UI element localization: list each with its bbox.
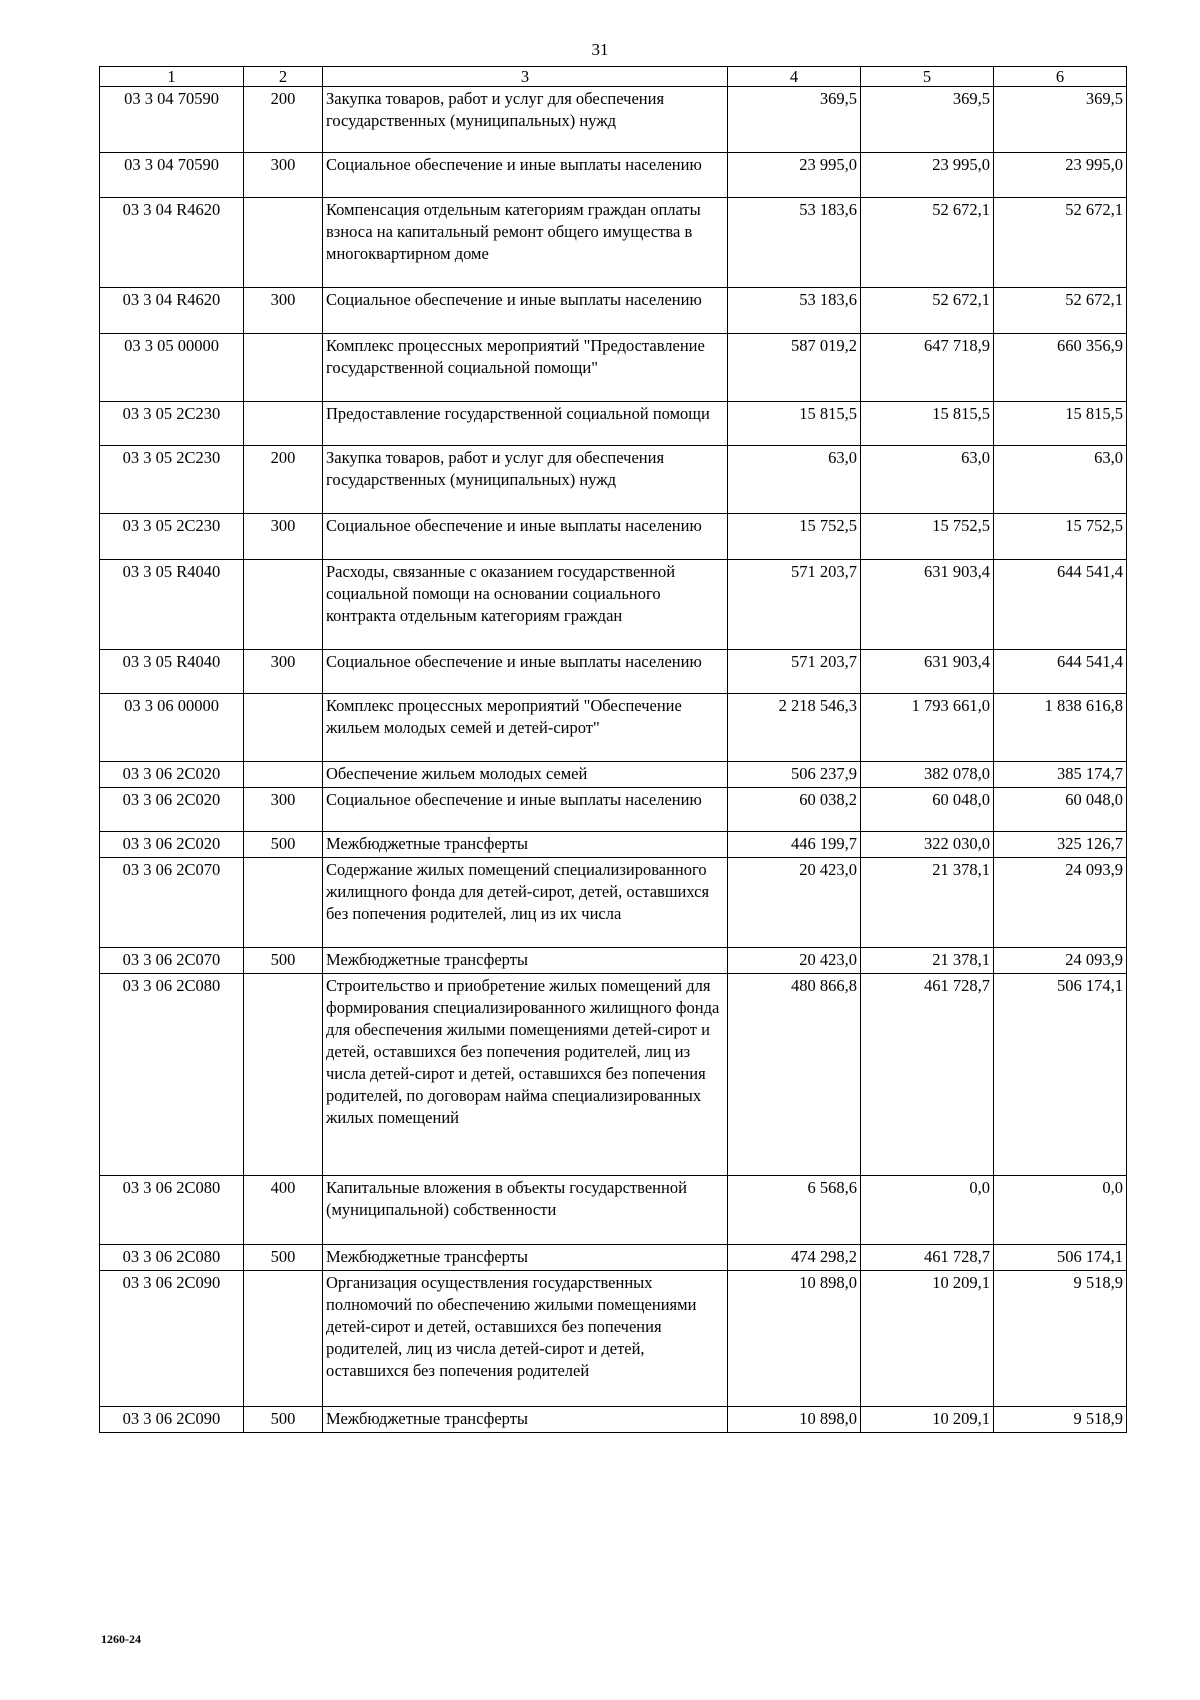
cell-value-col5: 631 903,4 [861, 650, 994, 694]
table-row [100, 1271, 1127, 1407]
cell-value-col5: 1 793 661,0 [861, 694, 994, 762]
cell-expense-type [244, 198, 323, 288]
cell-expense-type [244, 1271, 323, 1407]
cell-name: Содержание жилых помещений специализированного жилищного фонда для детей-сирот, детей, оставшихся без попечения родителей, лиц из их числа [323, 858, 728, 948]
cell-expense-type: 500 [244, 1245, 323, 1271]
cell-name: Строительство и приобретение жилых помещений для формирования специализированного жилищного фонда для обеспечения жилыми помещениями детей-сирот и детей, оставшихся без попечения родителей, лиц из числа детей-сирот и детей, оставшихся без попечения родителей, по договорам найма специализированных жилых помещений [323, 974, 728, 1176]
header-col-2: 2 [244, 67, 323, 87]
table-row [100, 334, 1127, 402]
cell-value-col6: 23 995,0 [994, 153, 1127, 198]
cell-expense-type [244, 858, 323, 948]
cell-value-col5: 322 030,0 [861, 832, 994, 858]
cell-value-col6: 24 093,9 [994, 948, 1127, 974]
cell-value-col4: 10 898,0 [728, 1407, 861, 1433]
cell-code: 03 3 06 2C080 [100, 1176, 244, 1245]
cell-code: 03 3 06 00000 [100, 694, 244, 762]
cell-value-col4: 60 038,2 [728, 788, 861, 832]
cell-value-col4: 23 995,0 [728, 153, 861, 198]
table-row [100, 198, 1127, 288]
cell-name: Комплекс процессных мероприятий "Предоставление государственной социальной помощи" [323, 334, 728, 402]
cell-name: Капитальные вложения в объекты государственной (муниципальной) собственности [323, 1176, 728, 1245]
cell-code: 03 3 04 R4620 [100, 288, 244, 334]
cell-code: 03 3 04 70590 [100, 87, 244, 153]
cell-value-col6: 9 518,9 [994, 1407, 1127, 1433]
cell-value-col5: 631 903,4 [861, 560, 994, 650]
cell-value-col6: 0,0 [994, 1176, 1127, 1245]
table-row [100, 858, 1127, 948]
cell-code: 03 3 04 70590 [100, 153, 244, 198]
cell-value-col4: 506 237,9 [728, 762, 861, 788]
cell-name: Социальное обеспечение и иные выплаты населению [323, 288, 728, 334]
cell-name: Межбюджетные трансферты [323, 948, 728, 974]
cell-expense-type: 300 [244, 788, 323, 832]
cell-value-col6: 15 815,5 [994, 402, 1127, 446]
cell-value-col6: 385 174,7 [994, 762, 1127, 788]
cell-name: Межбюджетные трансферты [323, 1407, 728, 1433]
cell-name: Социальное обеспечение и иные выплаты населению [323, 153, 728, 198]
cell-value-col6: 52 672,1 [994, 288, 1127, 334]
cell-code: 03 3 06 2C090 [100, 1271, 244, 1407]
cell-value-col6: 15 752,5 [994, 514, 1127, 560]
cell-value-col4: 15 752,5 [728, 514, 861, 560]
cell-value-col6: 506 174,1 [994, 974, 1127, 1176]
cell-name: Расходы, связанные с оказанием государственной социальной помощи на основании социального контракта отдельным категориям граждан [323, 560, 728, 650]
page-number: 31 [591, 40, 609, 59]
cell-value-col4: 369,5 [728, 87, 861, 153]
cell-value-col4: 571 203,7 [728, 650, 861, 694]
cell-value-col4: 15 815,5 [728, 402, 861, 446]
cell-code: 03 3 06 2C020 [100, 788, 244, 832]
cell-value-col4: 480 866,8 [728, 974, 861, 1176]
cell-name: Межбюджетные трансферты [323, 832, 728, 858]
cell-code: 03 3 05 2C230 [100, 402, 244, 446]
cell-value-col4: 63,0 [728, 446, 861, 514]
cell-value-col5: 0,0 [861, 1176, 994, 1245]
cell-code: 03 3 05 2C230 [100, 446, 244, 514]
cell-expense-type [244, 974, 323, 1176]
table-row [100, 1407, 1127, 1433]
cell-value-col5: 15 815,5 [861, 402, 994, 446]
cell-code: 03 3 06 2C070 [100, 948, 244, 974]
cell-value-col5: 21 378,1 [861, 948, 994, 974]
cell-name: Организация осуществления государственных полномочий по обеспечению жилыми помещениями детей-сирот и детей, оставшихся без попечения родителей, лиц из числа детей-сирот и детей, оставшихся без попечения родителей [323, 1271, 728, 1407]
cell-code: 03 3 06 2C020 [100, 762, 244, 788]
cell-value-col5: 647 718,9 [861, 334, 994, 402]
cell-value-col6: 52 672,1 [994, 198, 1127, 288]
table-row [100, 402, 1127, 446]
cell-value-col4: 20 423,0 [728, 948, 861, 974]
cell-value-col6: 644 541,4 [994, 560, 1127, 650]
cell-code: 03 3 05 00000 [100, 334, 244, 402]
cell-value-col5: 15 752,5 [861, 514, 994, 560]
table-row [100, 153, 1127, 198]
cell-value-col4: 10 898,0 [728, 1271, 861, 1407]
cell-value-col4: 474 298,2 [728, 1245, 861, 1271]
cell-value-col4: 571 203,7 [728, 560, 861, 650]
cell-code: 03 3 05 R4040 [100, 650, 244, 694]
table-row [100, 1245, 1127, 1271]
cell-value-col6: 506 174,1 [994, 1245, 1127, 1271]
cell-value-col6: 1 838 616,8 [994, 694, 1127, 762]
cell-code: 03 3 05 2C230 [100, 514, 244, 560]
cell-value-col5: 63,0 [861, 446, 994, 514]
table-header [100, 67, 1127, 87]
cell-code: 03 3 06 2C090 [100, 1407, 244, 1433]
cell-value-col5: 461 728,7 [861, 1245, 994, 1271]
cell-code: 03 3 06 2C080 [100, 1245, 244, 1271]
table-row [100, 87, 1127, 153]
cell-value-col5: 382 078,0 [861, 762, 994, 788]
table-row [100, 514, 1127, 560]
cell-code: 03 3 05 R4040 [100, 560, 244, 650]
cell-code: 03 3 06 2C020 [100, 832, 244, 858]
cell-value-col4: 446 199,7 [728, 832, 861, 858]
cell-expense-type: 500 [244, 948, 323, 974]
header-row [100, 67, 1127, 87]
cell-expense-type [244, 560, 323, 650]
cell-value-col5: 461 728,7 [861, 974, 994, 1176]
header-col-4: 4 [728, 67, 861, 87]
cell-value-col5: 52 672,1 [861, 198, 994, 288]
cell-name: Социальное обеспечение и иные выплаты населению [323, 788, 728, 832]
cell-value-col6: 325 126,7 [994, 832, 1127, 858]
cell-expense-type [244, 694, 323, 762]
cell-value-col6: 60 048,0 [994, 788, 1127, 832]
cell-expense-type [244, 762, 323, 788]
cell-value-col4: 53 183,6 [728, 288, 861, 334]
table-row [100, 650, 1127, 694]
cell-expense-type: 500 [244, 832, 323, 858]
cell-expense-type: 300 [244, 153, 323, 198]
cell-expense-type: 400 [244, 1176, 323, 1245]
cell-value-col5: 23 995,0 [861, 153, 994, 198]
cell-value-col5: 52 672,1 [861, 288, 994, 334]
cell-expense-type: 300 [244, 288, 323, 334]
cell-expense-type: 300 [244, 650, 323, 694]
header-col-6: 6 [994, 67, 1127, 87]
cell-name: Комплекс процессных мероприятий "Обеспечение жильем молодых семей и детей-сирот" [323, 694, 728, 762]
cell-expense-type: 200 [244, 446, 323, 514]
cell-name: Закупка товаров, работ и услуг для обеспечения государственных (муниципальных) нужд [323, 87, 728, 153]
cell-name: Социальное обеспечение и иные выплаты населению [323, 514, 728, 560]
footer-document-code: 1260-24 [101, 1632, 141, 1646]
cell-value-col4: 20 423,0 [728, 858, 861, 948]
cell-value-col4: 53 183,6 [728, 198, 861, 288]
cell-value-col5: 21 378,1 [861, 858, 994, 948]
cell-expense-type [244, 334, 323, 402]
cell-name: Предоставление государственной социальной помощи [323, 402, 728, 446]
cell-value-col6: 644 541,4 [994, 650, 1127, 694]
cell-name: Межбюджетные трансферты [323, 1245, 728, 1271]
table-row [100, 288, 1127, 334]
cell-code: 03 3 06 2C080 [100, 974, 244, 1176]
cell-name: Социальное обеспечение и иные выплаты населению [323, 650, 728, 694]
table-row [100, 1176, 1127, 1245]
table-row [100, 762, 1127, 788]
cell-value-col4: 6 568,6 [728, 1176, 861, 1245]
table-row [100, 788, 1127, 832]
cell-expense-type: 300 [244, 514, 323, 560]
table-row [100, 974, 1127, 1176]
table-row [100, 948, 1127, 974]
cell-code: 03 3 06 2C070 [100, 858, 244, 948]
cell-value-col5: 10 209,1 [861, 1271, 994, 1407]
cell-expense-type [244, 402, 323, 446]
cell-value-col6: 369,5 [994, 87, 1127, 153]
table-body [100, 87, 1127, 1433]
header-col-5: 5 [861, 67, 994, 87]
cell-name: Закупка товаров, работ и услуг для обеспечения государственных (муниципальных) нужд [323, 446, 728, 514]
header-col-1: 1 [100, 67, 244, 87]
cell-value-col6: 24 093,9 [994, 858, 1127, 948]
cell-value-col5: 10 209,1 [861, 1407, 994, 1433]
cell-expense-type: 500 [244, 1407, 323, 1433]
cell-expense-type: 200 [244, 87, 323, 153]
cell-value-col5: 60 048,0 [861, 788, 994, 832]
header-col-3: 3 [323, 67, 728, 87]
table-row [100, 560, 1127, 650]
cell-value-col5: 369,5 [861, 87, 994, 153]
budget-table [99, 66, 1127, 1433]
table-row [100, 694, 1127, 762]
cell-value-col4: 2 218 546,3 [728, 694, 861, 762]
table-row [100, 446, 1127, 514]
cell-name: Обеспечение жильем молодых семей [323, 762, 728, 788]
cell-code: 03 3 04 R4620 [100, 198, 244, 288]
cell-name: Компенсация отдельным категориям граждан оплаты взноса на капитальный ремонт общего имущества в многоквартирном доме [323, 198, 728, 288]
cell-value-col6: 660 356,9 [994, 334, 1127, 402]
cell-value-col4: 587 019,2 [728, 334, 861, 402]
cell-value-col6: 9 518,9 [994, 1271, 1127, 1407]
table-row [100, 832, 1127, 858]
cell-value-col6: 63,0 [994, 446, 1127, 514]
